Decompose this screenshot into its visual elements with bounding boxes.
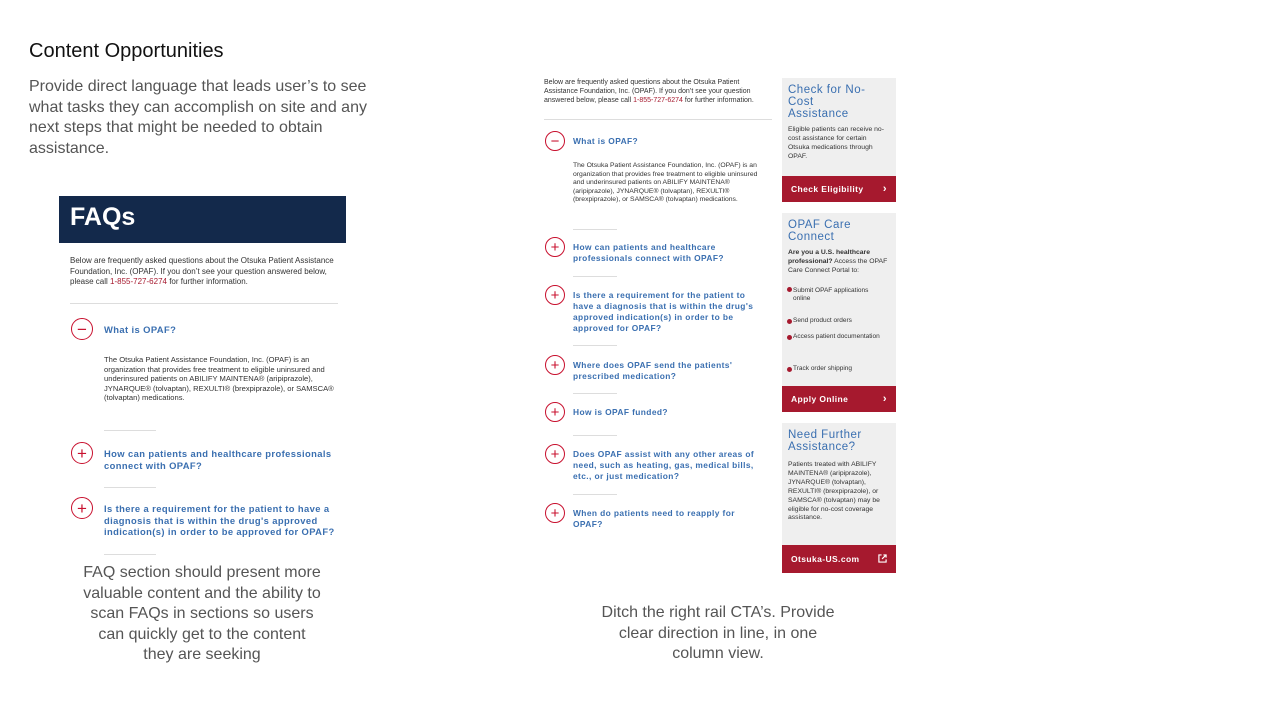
- list-item: Submit OPAF applications online: [787, 285, 887, 301]
- care-connect-list: [787, 285, 887, 381]
- divider: [573, 393, 617, 394]
- divider: [104, 487, 156, 488]
- button-label: Otsuka-US.com: [791, 554, 860, 564]
- bullet-icon: [787, 335, 792, 340]
- expand-icon[interactable]: +: [545, 503, 565, 523]
- check-assistance-card: [782, 78, 896, 176]
- expand-icon[interactable]: +: [71, 442, 93, 464]
- external-link-icon: [878, 554, 887, 565]
- phone-link[interactable]: 1-855-727-6274: [110, 277, 167, 286]
- faq-page-header: [59, 196, 346, 243]
- divider: [573, 435, 617, 436]
- faq-question[interactable]: Is there a requirement for the patient to have a diagnosis that is within the drug's approved indication(s) in order to be approved for OPAF?: [573, 290, 754, 333]
- bullet-icon: [787, 287, 792, 292]
- faq-intro-text: Below are frequently asked questions about the Otsuka Patient Assistance Foundation, Inc. (OPAF). If you don’t see your question answered below, please call 1-855-727-6274 for further information.: [70, 256, 334, 286]
- faq-question[interactable]: Is there a requirement for the patient to have a diagnosis that is within the drug's approved indication(s) in order to be approved for OPAF?: [104, 503, 335, 537]
- slide-subtitle: Provide direct language that leads user’s to see what tasks they can accomplish on site and any next steps that might be needed to obtain assistance.: [29, 78, 367, 157]
- apply-online-button[interactable]: [782, 386, 896, 412]
- collapse-icon[interactable]: −: [545, 131, 565, 151]
- button-label: Apply Online: [791, 394, 849, 404]
- bullet-icon: [787, 367, 792, 372]
- card-text: Are you a U.S. healthcare professional? Access the OPAF Care Connect Portal to:: [788, 249, 888, 274]
- faq-intro-text: Below are frequently asked questions about the Otsuka Patient Assistance Foundation, Inc. (OPAF). If you don’t see your question answered below, please call 1-855-727-6274 for further information.: [544, 79, 754, 105]
- faq-question[interactable]: How is OPAF funded?: [573, 407, 668, 417]
- card-title: Need Further Assistance?: [788, 429, 862, 454]
- faq-header-title: FAQs: [70, 203, 136, 231]
- phone-link[interactable]: 1-855-727-6274: [633, 97, 683, 105]
- expand-icon[interactable]: +: [545, 402, 565, 422]
- faq-question[interactable]: Does OPAF assist with any other areas of need, such as heating, gas, medical bills, etc., or just medication?: [573, 449, 755, 481]
- card-text: Eligible patients can receive no-cost assistance for certain Otsuka medications through OPAF.: [788, 126, 884, 160]
- list-item: Send product orders: [787, 317, 887, 333]
- slide-title: Content Opportunities: [29, 40, 224, 62]
- expand-icon[interactable]: +: [545, 237, 565, 257]
- divider: [573, 345, 617, 346]
- divider: [573, 494, 617, 495]
- divider: [104, 430, 156, 431]
- faq-question[interactable]: How can patients and healthcare professionals connect with OPAF?: [104, 448, 332, 471]
- faq-answer: The Otsuka Patient Assistance Foundation, Inc. (OPAF) is an organization that provides free treatment to eligible uninsured and underinsured patients on ABILIFY MAINTENA® (aripiprazole), JYNARQUE® (tolvaptan), REXULTI® (brexpiprazole), or SAMSCA® (tolvaptan) medications.: [104, 355, 334, 402]
- button-label: Check Eligibility: [791, 184, 864, 194]
- faq-answer: The Otsuka Patient Assistance Foundation, Inc. (OPAF) is an organization that provides free treatment to eligible uninsured and underinsured patients on ABILIFY MAINTENA® (aripiprazole), JYNARQUE® (tolvaptan), REXULTI® (brexpiprazole), or SAMSCA® (tolvaptan) medications.: [573, 162, 758, 204]
- caption-right: Ditch the right rail CTA’s. Provide clear direction in line, in one column view.: [601, 604, 835, 662]
- divider: [70, 303, 338, 304]
- caption-left: FAQ section should present more valuable content and the ability to scan FAQs in sections so users can quickly get to the content they are seeking: [83, 564, 321, 663]
- list-item: Track order shipping: [787, 365, 887, 381]
- expand-icon[interactable]: +: [71, 497, 93, 519]
- card-text: Patients treated with ABILIFY MAINTENA® (aripiprazole), JYNARQUE® (tolvaptan), REXULTI® (brexpiprazole), or SAMSCA® (tolvaptan) may be eligible for no-cost coverage assistance.: [788, 461, 880, 522]
- faq-question[interactable]: How can patients and healthcare professionals connect with OPAF?: [573, 242, 724, 263]
- card-title: Check for No-Cost Assistance: [788, 84, 866, 121]
- collapse-icon[interactable]: −: [71, 318, 93, 340]
- check-eligibility-button[interactable]: [782, 176, 896, 202]
- divider: [573, 229, 617, 230]
- expand-icon[interactable]: +: [545, 355, 565, 375]
- faq-question[interactable]: Where does OPAF send the patients' prescribed medication?: [573, 360, 733, 381]
- chevron-right-icon: ›: [882, 393, 887, 405]
- faq-question[interactable]: What is OPAF?: [573, 136, 639, 146]
- divider: [573, 276, 617, 277]
- card-title: OPAF Care Connect: [788, 219, 852, 244]
- divider: [104, 554, 156, 555]
- expand-icon[interactable]: +: [545, 444, 565, 464]
- chevron-right-icon: ›: [882, 183, 887, 195]
- list-item: Access patient documentation: [787, 333, 887, 349]
- bullet-icon: [787, 319, 792, 324]
- expand-icon[interactable]: +: [545, 285, 565, 305]
- otsuka-site-button[interactable]: [782, 545, 896, 573]
- care-connect-card: [782, 213, 896, 386]
- faq-question[interactable]: When do patients need to reapply for OPAF?: [573, 508, 735, 529]
- divider: [544, 119, 772, 120]
- faq-question[interactable]: What is OPAF?: [104, 324, 177, 335]
- further-assistance-card: [782, 423, 896, 545]
